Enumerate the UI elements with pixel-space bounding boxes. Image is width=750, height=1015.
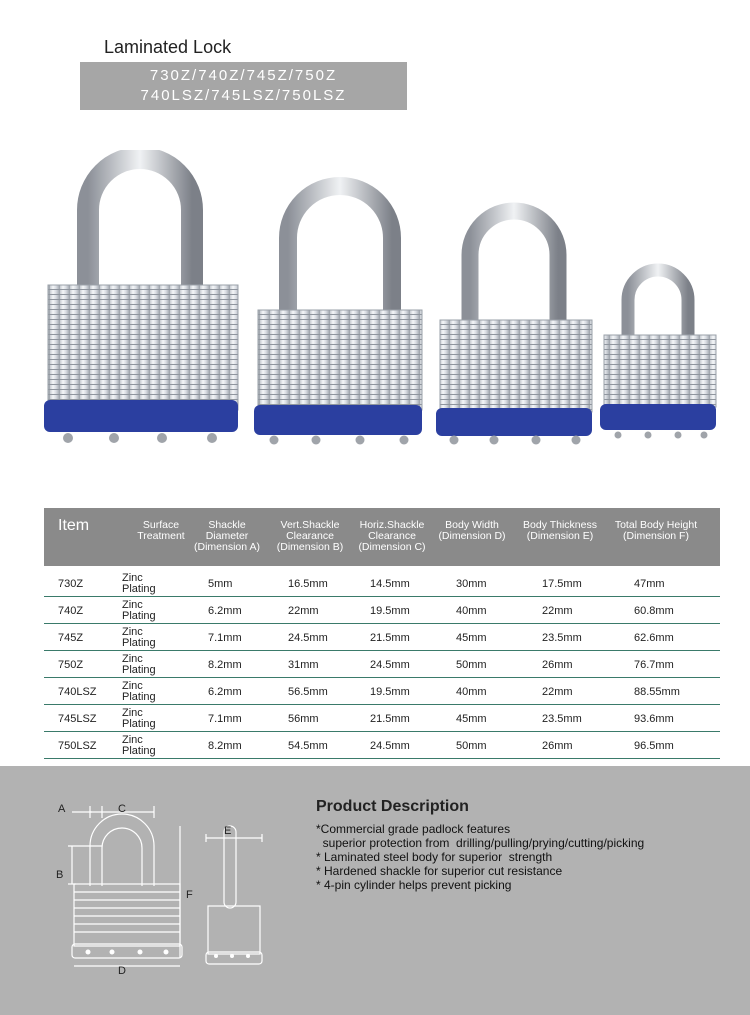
header-total-height: Total Body Height (Dimension F) bbox=[614, 519, 698, 542]
header-vert-clearance: Vert.Shackle Clearance (Dimension B) bbox=[276, 519, 344, 553]
header-item: Item bbox=[58, 517, 90, 534]
product-description-list bbox=[316, 822, 644, 892]
table-row: 740Z Zinc Plating 6.2mm 22mm 19.5mm 40mm 22mm 60.8mm bbox=[44, 597, 720, 624]
table-row: 750LSZ Zinc Plating 8.2mm 54.5mm 24.5mm 50mm 26mm 96.5mm bbox=[44, 732, 720, 759]
header-body-thickness: Body Thickness (Dimension E) bbox=[523, 519, 597, 542]
diagram-label-d: D bbox=[118, 965, 126, 977]
description-line: * Laminated steel body for superior strength bbox=[316, 850, 553, 864]
diagram-label-e: E bbox=[224, 825, 232, 837]
description-line: *Commercial grade padlock features bbox=[316, 822, 511, 836]
header-horiz-clearance: Horiz.Shackle Clearance (Dimension C) bbox=[358, 519, 426, 553]
header-body-width: Body Width (Dimension D) bbox=[438, 519, 506, 542]
product-description-title: Product Description bbox=[316, 798, 469, 815]
description-line: superior protection from drilling/pulling/prying/cutting/picking bbox=[316, 836, 645, 850]
description-line: * 4-pin cylinder helps prevent picking bbox=[316, 878, 512, 892]
spec-table-header bbox=[44, 508, 720, 566]
model-list-line-2: 740LSZ/745LSZ/750LSZ bbox=[140, 87, 347, 104]
description-line: * Hardened shackle for superior cut resistance bbox=[316, 864, 563, 878]
lock-image-smallest bbox=[600, 270, 716, 439]
table-row: 750Z Zinc Plating 8.2mm 31mm 24.5mm 50mm 26mm 76.7mm bbox=[44, 651, 720, 678]
lock-image-small bbox=[436, 211, 592, 445]
diagram-label-c: C bbox=[118, 803, 126, 815]
table-row: 740LSZ Zinc Plating 6.2mm 56.5mm 19.5mm 40mm 22mm 88.55mm bbox=[44, 678, 720, 705]
model-list-box bbox=[80, 62, 407, 110]
diagram-label-b: B bbox=[56, 869, 64, 881]
diagram-label-a: A bbox=[58, 803, 66, 815]
header-diameter: Shackle Diameter (Dimension A) bbox=[194, 519, 260, 553]
table-row: 745LSZ Zinc Plating 7.1mm 56mm 21.5mm 45mm 23.5mm 93.6mm bbox=[44, 705, 720, 732]
header-surface: Surface Treatment bbox=[137, 519, 185, 542]
dimension-diagram bbox=[0, 766, 300, 1015]
lock-product-photos bbox=[0, 150, 750, 450]
model-list-line-1: 730Z/740Z/745Z/750Z bbox=[149, 67, 338, 84]
table-row: 745Z Zinc Plating 7.1mm 24.5mm 21.5mm 45mm 23.5mm 62.6mm bbox=[44, 624, 720, 651]
table-row: 730Z Zinc Plating 5mm 16.5mm 14.5mm 30mm 17.5mm 47mm bbox=[44, 570, 720, 597]
diagram-label-f: F bbox=[186, 889, 193, 901]
lock-image-large bbox=[44, 158, 238, 443]
page-title: Laminated Lock bbox=[104, 37, 232, 57]
lock-image-medium bbox=[254, 186, 422, 445]
